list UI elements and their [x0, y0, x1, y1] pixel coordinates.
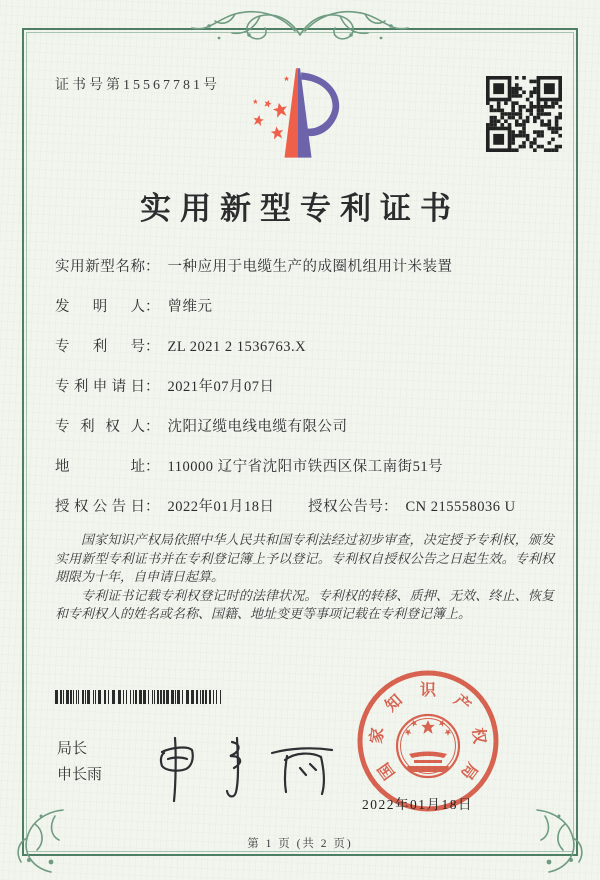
svg-text:家: 家: [368, 726, 388, 745]
logo-spire: [284, 68, 339, 157]
svg-text:识: 识: [419, 682, 437, 699]
grant-number-pair: [308, 495, 516, 516]
seal-date: 2022年01月18日: [362, 797, 473, 812]
field-label: 发明人: [55, 299, 145, 315]
field-colon: ：: [145, 299, 160, 315]
certificate-number: 证书号第15567781号: [55, 78, 220, 93]
certificate-title: 实用新型专利证书: [140, 191, 460, 226]
top-flourish-ornament: [185, 4, 415, 56]
svg-text:局: 局: [457, 759, 481, 783]
field-colon: ：: [145, 259, 160, 275]
field-label: 专利号: [55, 339, 145, 355]
legal-text: [55, 531, 554, 624]
commissioner-signature: [140, 700, 350, 808]
field-value: ZL 2021 2 1536763.X: [167, 339, 307, 355]
svg-text:权: 权: [468, 726, 488, 745]
page-number: 第 1 页 (共 2 页): [247, 838, 353, 850]
legal-paragraph-2: 专利证书记载专利权登记时的法律状况。专利权的转移、质押、无效、终止、恢复和专利权人的姓名或名称、国籍、地址变更等事项记载在专利登记簿上。: [55, 587, 554, 622]
grant-number-value: CN 215558036 U: [405, 499, 516, 515]
field-colon: ：: [145, 459, 160, 475]
field-row-patentee: [55, 415, 558, 435]
grant-date-value: 2022年01月18日: [167, 499, 275, 515]
field-list: [55, 255, 558, 535]
svg-text:知: 知: [382, 691, 406, 716]
field-row-name: [55, 255, 558, 275]
grant-date-label: 授权公告日: [55, 499, 145, 515]
svg-text:国: 国: [375, 759, 399, 783]
field-colon: ：: [145, 499, 160, 515]
grant-number-label: 授权公告号: [308, 499, 383, 515]
seal-national-emblem: [397, 715, 459, 777]
field-label: 专利权人: [55, 419, 145, 435]
field-colon: ：: [145, 339, 160, 355]
cnipa-logo: [246, 62, 350, 166]
field-row-address: [55, 455, 558, 475]
field-value: 一种应用于电缆生产的成圈机组用计米装置: [167, 259, 453, 275]
qr-code: [486, 76, 562, 152]
field-value: 沈阳辽缆电线电缆有限公司: [167, 419, 348, 435]
svg-text:产: 产: [450, 691, 474, 716]
field-label: 地址: [55, 459, 145, 475]
field-row-application-date: [55, 375, 558, 395]
field-label: 专利申请日: [55, 379, 145, 395]
field-value: 曾维元: [167, 299, 213, 315]
field-colon: ：: [145, 379, 160, 395]
commissioner-title: 局长: [57, 740, 88, 757]
commissioner-name: 申长雨: [57, 766, 103, 783]
field-colon: ：: [145, 419, 160, 435]
field-row-patent-number: [55, 335, 558, 355]
field-value: 2021年07月07日: [167, 379, 275, 395]
field-label: 实用新型名称: [55, 259, 145, 275]
field-row-grant: [55, 495, 558, 515]
field-colon: ：: [383, 499, 398, 515]
legal-paragraph-1: 国家知识产权局依照中华人民共和国专利法经过初步审查，决定授予专利权，颁发实用新型专利证书并在专利登记簿上予以登记。专利权自授权公告之日起生效。专利权期限为十年，自申请日起算。: [55, 532, 554, 585]
logo-stars: [252, 76, 289, 140]
field-row-inventor: [55, 295, 558, 315]
field-value: 110000 辽宁省沈阳市铁西区保工南街51号: [167, 459, 444, 475]
